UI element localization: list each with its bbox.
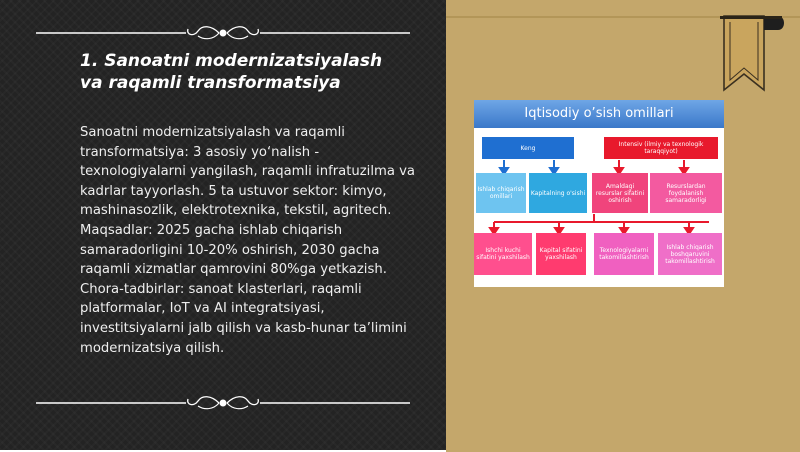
diagram-node-labor-quality: Ishchi kuchi sifatini yaxshilash — [474, 233, 532, 275]
ornament-divider-icon — [36, 22, 410, 44]
diagram-node-technology: Texnologiyalarni takomillashtirish — [594, 233, 654, 275]
slide-body-text: Sanoatni modernizatsiyalash va raqamli transformatsiya: 3 asosiy yo‘nalish - texnologiyalarni yangilash, raqamli infratuzilma va kadrlar tayyorlash. 5 ta ustuvor sektor: kimyo, mashinasozlik, elektrotexnika, tekstil, agritech. Maqsadlar: 2025 gacha ishlab chiqarish samaradorligini 10-20% oshirish, 2030 gacha raqamli xizmatlar qamrovini 80%ga yetkazish. Chora-tadbirlar: sanoat klasterlari, raqamli platformalar, IoT va AI integratsiyasi, investitsiyalarni jalb qilish va kasb-hunar ta’limini modernizatsiya qilish. — [80, 125, 415, 356]
diagram-node-intensive: Intensiv (ilmiy va texnologik taraqqiyot) — [604, 137, 718, 159]
diagram-node-capital-growth: Kapitalning o'sishi — [529, 173, 587, 213]
diagram-node-resource-efficiency: Resurslardan foydalanish samaradorligi — [650, 173, 722, 213]
bookmark-ribbon-icon — [720, 0, 784, 92]
diagram-node-management: Ishlab chiqarish boshqaruvini takomillashtirish — [658, 233, 722, 275]
diagram-node-extensive: Keng — [482, 137, 574, 159]
growth-factors-diagram — [474, 100, 724, 287]
diagram-node-resource-quality: Amaldagi resurslar sifatini oshirish — [592, 173, 648, 213]
diagram-node-capital-quality: Kapital sifatini yaxshilash — [536, 233, 586, 275]
slide-title: 1. Sanoatni modernizatsiyalash va raqamli transformatsiya — [80, 51, 383, 93]
diagram-node-production-factors: Ishlab chiqarish omillari — [476, 173, 526, 213]
ornament-divider-icon — [36, 392, 410, 414]
diagram-title: Iqtisodiy o’sish omillari — [474, 100, 724, 128]
